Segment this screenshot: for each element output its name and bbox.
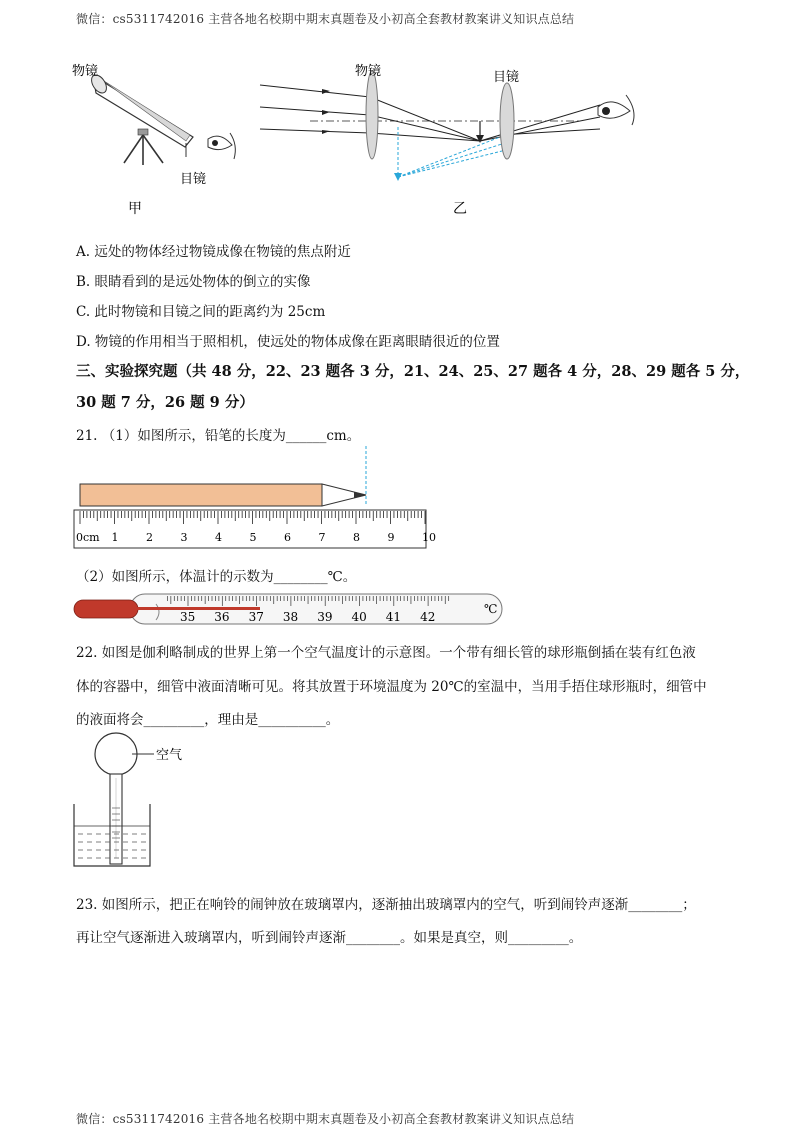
ruler-label: 6 [284,531,291,544]
page-header: 微信：cs5311742016 主营各地名校期中期末真题卷及小初高全套教材教案讲义知识点总结 [76,12,575,26]
option-c: C. 此时物镜和目镜之间的距离约为 25cm [76,304,326,320]
thermometer-label: 35 [180,610,196,624]
thermometer-label: 37 [248,610,264,624]
mercury-column [136,607,260,610]
ruler-label: 7 [318,531,326,544]
thermometer-figure [70,588,510,632]
air-thermometer-figure [70,730,210,870]
ruler-label: 1 [111,531,119,544]
ruler-label: 10 [422,531,436,544]
section3-title-line1: 三、实验探究题（共 48 分，22、23 题各 3 分，21、24、25、27 题各 4 分，28、29 题各 5 分， [76,363,750,380]
thermometer-unit: ℃ [484,602,498,616]
thermometer-label: 41 [385,610,402,624]
q21-part2: （2）如图所示，体温计的示数为________℃。 [76,569,357,585]
ruler-label: 4 [215,531,222,544]
q22-line1: 22. 如图是伽利略制成的世界上第一个空气温度计的示意图。一个带有细长管的球形瓶倒插在装有红色液 [76,645,696,661]
q22-line3: 的液面将会_________，理由是__________。 [76,712,340,728]
telescope-ray-diagram [260,71,634,181]
air-label: 空气 [156,748,183,763]
ruler-zero-label: 0cm [76,531,100,544]
page-footer: 微信：cs5311742016 主营各地名校期中期末真题卷及小初高全套教材教案讲义知识点总结 [76,1112,575,1126]
left-eyepiece-label: 目镜 [180,172,207,187]
ruler-label: 5 [249,531,257,544]
telescope-figure [60,55,700,225]
right-caption: 乙 [453,201,467,217]
telescope-left-diagram [89,72,236,165]
section3-title-line2: 30 题 7 分，26 题 9 分） [76,394,254,411]
glass-bulb [95,733,137,775]
thermometer-label: 38 [282,610,299,624]
left-caption: 甲 [128,201,142,217]
thermometer-bulb [74,600,138,618]
option-d: D. 物镜的作用相当于照相机，使远处的物体成像在距离眼睛很近的位置 [76,334,500,350]
thermometer-label: 36 [214,610,230,624]
thermometer-label: 40 [351,610,367,624]
pencil-ruler-figure [70,444,436,550]
ruler-label: 2 [146,531,153,544]
ruler-label: 3 [180,531,188,544]
thermometer-label: 42 [420,610,436,624]
q22-line2: 体的容器中，细管中液面清晰可见。将其放置于环境温度为 20℃的室温中，当用手捂住球形瓶时，细管中 [76,679,707,695]
option-a: A. 远处的物体经过物镜成像在物镜的焦点附近 [76,244,351,260]
thermometer-label: 39 [317,610,333,624]
ruler-label: 8 [353,531,360,544]
right-eyepiece-label: 目镜 [493,70,520,85]
right-objective-label: 物镜 [355,64,382,79]
q23-line1: 23. 如图所示，把正在响铃的闹钟放在玻璃罩内，逐渐抽出玻璃罩内的空气，听到闹铃声逐渐________； [76,897,696,913]
q21-part1: 21. （1）如图所示，铅笔的长度为______cm。 [76,428,361,444]
left-objective-label: 物镜 [72,64,99,79]
option-b: B. 眼睛看到的是远处物体的倒立的实像 [76,274,311,290]
pencil-body [80,484,322,506]
ruler-label: 9 [387,531,395,544]
q23-line2: 再让空气逐渐进入玻璃罩内，听到闹铃声逐渐________。如果是真空，则_________。 [76,930,583,946]
